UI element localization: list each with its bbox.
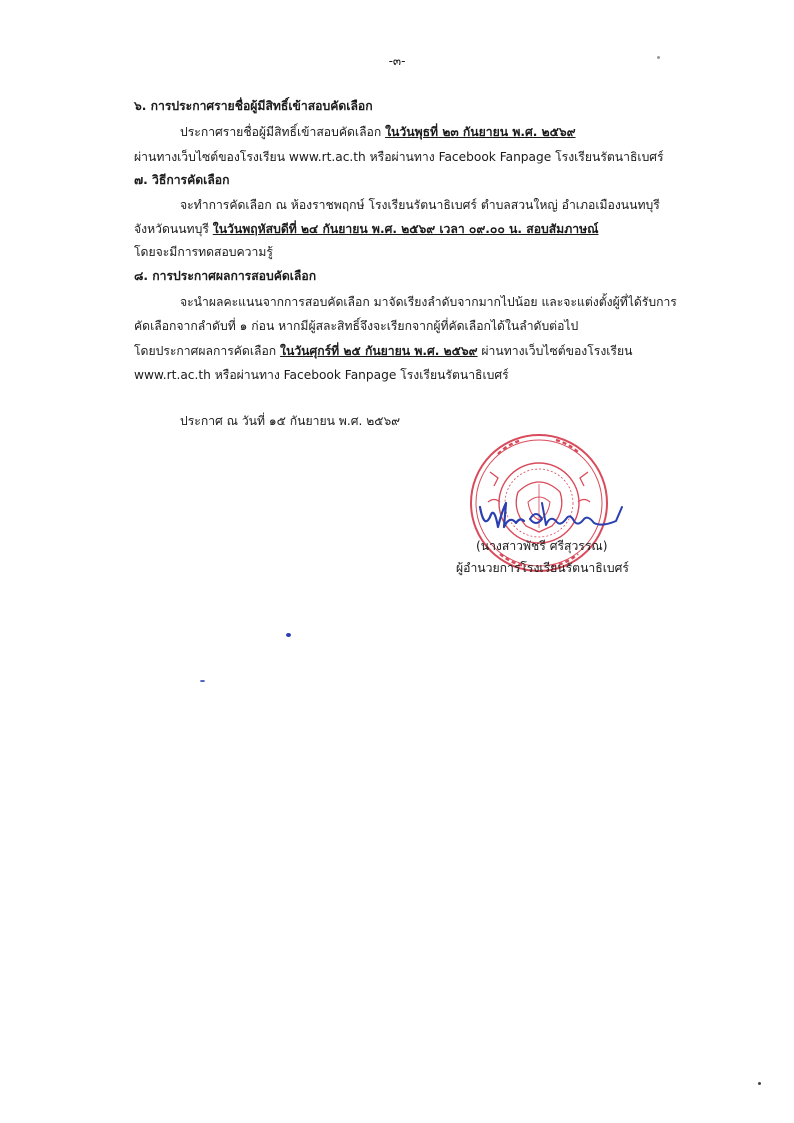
section6-line1 [180,124,576,140]
section8-heading: ๘. การประกาศผลการสอบคัดเลือก [134,269,317,283]
section8-line4: www.rt.ac.th หรือผ่านทาง Facebook Fanpage โรงเรียนรัตนาธิเบศร์ [134,368,509,382]
page-number: -๓- [388,54,406,68]
section6-line2: ผ่านทางเว็บไซต์ของโรงเรียน www.rt.ac.th หรือผ่านทาง Facebook Fanpage โรงเรียนรัตนาธิเบศร์ [134,150,664,164]
section7-date: ในวันพฤหัสบดีที่ ๒๔ กันยายน พ.ศ. ๒๕๖๙ เวลา ๐๙.๐๐ น. สอบสัมภาษณ์ [212,222,599,236]
section8-line3-text: โดยประกาศผลการคัดเลือก [134,344,281,358]
section6-heading: ๖. การประกาศรายชื่อผู้มีสิทธิ์เข้าสอบคัดเลือก [134,99,373,113]
scan-speck [286,633,291,637]
signatory-position: ผู้อำนวยการโรงเรียนรัตนาธิเบศร์ [456,561,629,575]
section6-line1-text: ประกาศรายชื่อผู้มีสิทธิ์เข้าสอบคัดเลือก [180,125,386,139]
section7-heading: ๗. วิธีการคัดเลือก [134,173,230,187]
section8-line3-tail: ผ่านทางเว็บไซต์ของโรงเรียน [477,344,633,358]
section6-date: ในวันพุธที่ ๒๓ กันยายน พ.ศ. ๒๕๖๙ [385,125,576,139]
section8-line2: คัดเลือกจากลำดับที่ ๑ ก่อน หากมีผู้สละสิทธิ์จึงจะเรียกจากผู้ที่คัดเลือกได้ในลำดับต่อไป [134,319,579,333]
section7-line1: จะทำการคัดเลือก ณ ห้องราชพฤกษ์ โรงเรียนรัตนาธิเบศร์ ตำบลสวนใหญ่ อำเภอเมืองนนทบุรี [180,198,660,212]
scan-speck [758,1082,761,1085]
signatory-name: (นางสาวพัชรี ศรีสุวรรณ) [476,539,608,553]
section7-line3: โดยจะมีการทดสอบความรู้ [134,245,273,259]
section8-line3 [134,343,632,359]
section8-date: ในวันศุกร์ที่ ๒๕ กันยายน พ.ศ. ๒๕๖๙ [280,344,478,358]
signature [476,497,626,537]
section7-line2-text: จังหวัดนนทบุรี [134,222,213,236]
section8-line1: จะนำผลคะแนนจากการสอบคัดเลือก มาจัดเรียงลำดับจากมากไปน้อย และจะแต่งตั้งผู้ที่ได้รับการ [180,295,677,309]
announcement-date: ประกาศ ณ วันที่ ๑๕ กันยายน พ.ศ. ๒๕๖๙ [180,414,401,428]
section7-line2 [134,221,598,237]
scan-speck [657,56,660,59]
scan-speck [200,680,205,682]
